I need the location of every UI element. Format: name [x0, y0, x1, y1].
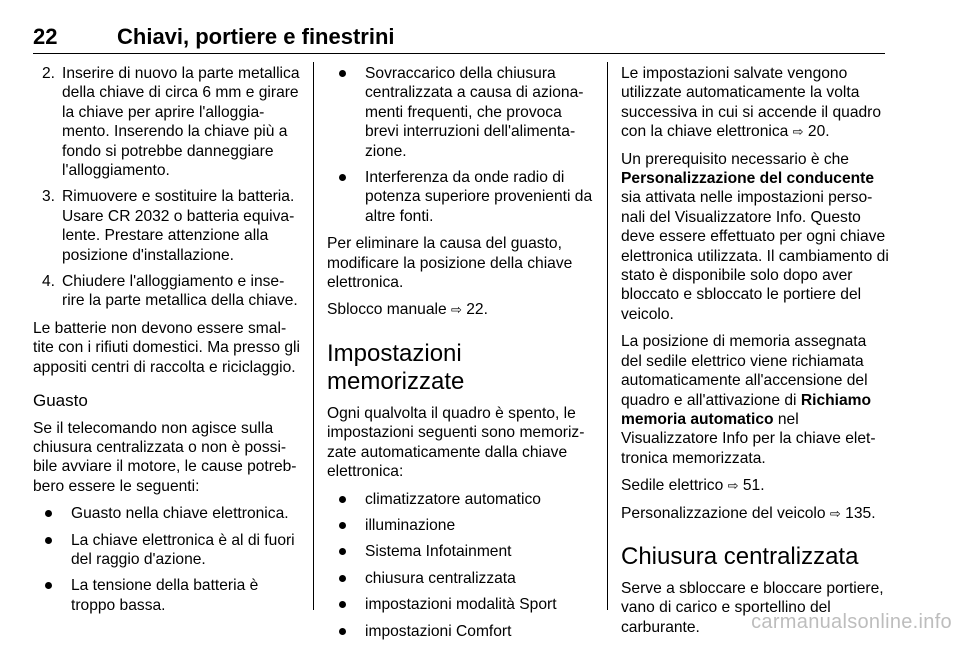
menu-setting-name: Personalizzazione del conducente	[621, 170, 875, 188]
menu-setting-name: Richiamo memoria automatico	[621, 391, 872, 428]
bullet-icon	[339, 575, 346, 582]
page-link[interactable]: 135.	[845, 504, 876, 522]
bullet-icon	[339, 174, 346, 181]
central-locking-heading: Chiusura centralizzata	[621, 542, 859, 570]
page-link[interactable]: 20.	[807, 123, 830, 141]
list-item: La chiave elettronica è al di fuori del raggio d'azione.	[33, 531, 301, 570]
header-rule	[33, 53, 885, 54]
bullet-icon	[339, 548, 346, 555]
battery-steps-list	[33, 64, 301, 311]
list-item: illuminazione	[327, 516, 595, 535]
disposal-paragraph: Le batterie non devono essere smaltite con i rifiuti domestici. Ma presso gli appositi centri di raccolta e riciclaggio.	[33, 319, 300, 376]
page-title: Chiavi, portiere e finestrini	[117, 24, 395, 49]
bullet-icon	[45, 582, 52, 589]
memory-intro: Ogni qualvolta il quadro è spento, le impostazioni seguenti sono memorizzate automaticamente dalla chiave elettronica:	[327, 404, 585, 481]
bullet-icon	[45, 537, 52, 544]
column-divider	[313, 62, 314, 610]
watermark: carmanualsonline.info	[751, 611, 952, 633]
bullet-icon	[339, 496, 346, 503]
list-item: Guasto nella chiave elettronica.	[33, 504, 301, 523]
list-item: impostazioni Comfort	[327, 622, 595, 641]
vehicle-personalization-reference: Personalizzazione del veicolo ⇨ 135.	[621, 504, 876, 522]
step-item	[33, 187, 301, 265]
step-item	[33, 64, 301, 180]
cross-reference-icon: ⇨	[792, 124, 804, 140]
cross-reference-icon: ⇨	[450, 302, 462, 318]
column-divider	[607, 62, 608, 610]
seat-memory-paragraph: La posizione di memoria assegnata del sedile elettrico viene richiamata automaticamente all'accensione del quadro e all'attivazione di Richiamo memoria automatico nel Visualizzatore Info per la chiave elettronica memorizzata.	[621, 333, 876, 467]
prerequisite-paragraph: Un prerequisito necessario è che Personalizzazione del conducente sia attivata nelle impostazioni personali del Visualizzatore Info. Questo deve essere effettuato per ogni chiave elettronica utilizzata. Il cambiamento di stato è disponibile solo dopo aver bloccato e sbloccato le portiere del veicolo.	[621, 150, 889, 323]
page-number: 22	[33, 24, 58, 49]
remedy-paragraph: Per eliminare la causa del guasto, modificare la posizione della chiave elettronica.	[327, 235, 573, 292]
cross-reference-icon: ⇨	[829, 505, 841, 521]
manual-unlock-reference: Sblocco manuale ⇨ 22.	[327, 301, 488, 319]
fault-intro: Se il telecomando non agisce sulla chiusura centralizzata o non è possibile avviare il motore, le cause potrebbero essere le seguenti:	[33, 419, 297, 495]
page-link[interactable]: 22.	[466, 301, 488, 319]
list-item: chiusura centralizzata	[327, 569, 595, 588]
cross-reference-icon: ⇨	[727, 478, 739, 494]
bullet-icon	[339, 522, 346, 529]
list-item: impostazioni modalità Sport	[327, 595, 595, 614]
step-item	[33, 272, 301, 311]
central-locking-paragraph: Serve a sbloccare e bloccare portiere, vano di carico e sportellino del carburante.	[621, 579, 884, 636]
step-text: Chiudere l'alloggiamento e inserire la parte metallica della chiave.	[62, 273, 298, 310]
column-middle	[327, 64, 595, 649]
bullet-icon	[339, 601, 346, 608]
memory-items-list	[327, 490, 595, 641]
page-header	[33, 20, 885, 54]
page-link[interactable]: 51.	[742, 477, 765, 495]
memory-section-heading: Impostazioni memorizzate	[327, 339, 465, 395]
fault-heading: Guasto	[33, 391, 88, 411]
step-number: 4.	[42, 273, 56, 291]
list-item: climatizzatore automatico	[327, 490, 595, 509]
saved-settings-paragraph: Le impostazioni salvate vengono utilizzate automaticamente la volta successiva in cui si accende il quadro con la chiave elettronica ⇨ 20.	[621, 65, 882, 141]
step-text: Inserire di nuovo la parte metallica della chiave di circa 6 mm e girare la chiave per aprire l'alloggiamento. Inserendo la chiave più a fondo si potrebbe danneggiare l'alloggiamento.	[62, 65, 300, 180]
step-number: 3.	[42, 188, 56, 206]
list-item: Interferenza da onde radio di potenza superiore provenienti da altre fonti.	[327, 168, 595, 226]
column-left	[33, 64, 301, 623]
fault-causes-list	[33, 504, 301, 615]
bullet-icon	[339, 628, 346, 635]
list-item: Sovraccarico della chiusura centralizzata a causa di azionamenti frequenti, che provoca brevi interruzioni dell'alimentazione.	[327, 64, 595, 161]
step-text: Rimuovere e sostituire la batteria. Usare CR 2032 o batteria equivalente. Prestare attenzione alla posizione d'installazione.	[62, 188, 295, 264]
bullet-icon	[339, 70, 346, 77]
seat-reference: Sedile elettrico ⇨ 51.	[621, 477, 765, 495]
column-right	[621, 64, 889, 645]
list-item: Sistema Infotainment	[327, 542, 595, 561]
more-causes-list	[327, 64, 595, 226]
step-number: 2.	[42, 65, 56, 82]
list-item: La tensione della batteria è troppo bassa.	[33, 576, 301, 615]
bullet-icon	[45, 510, 52, 517]
